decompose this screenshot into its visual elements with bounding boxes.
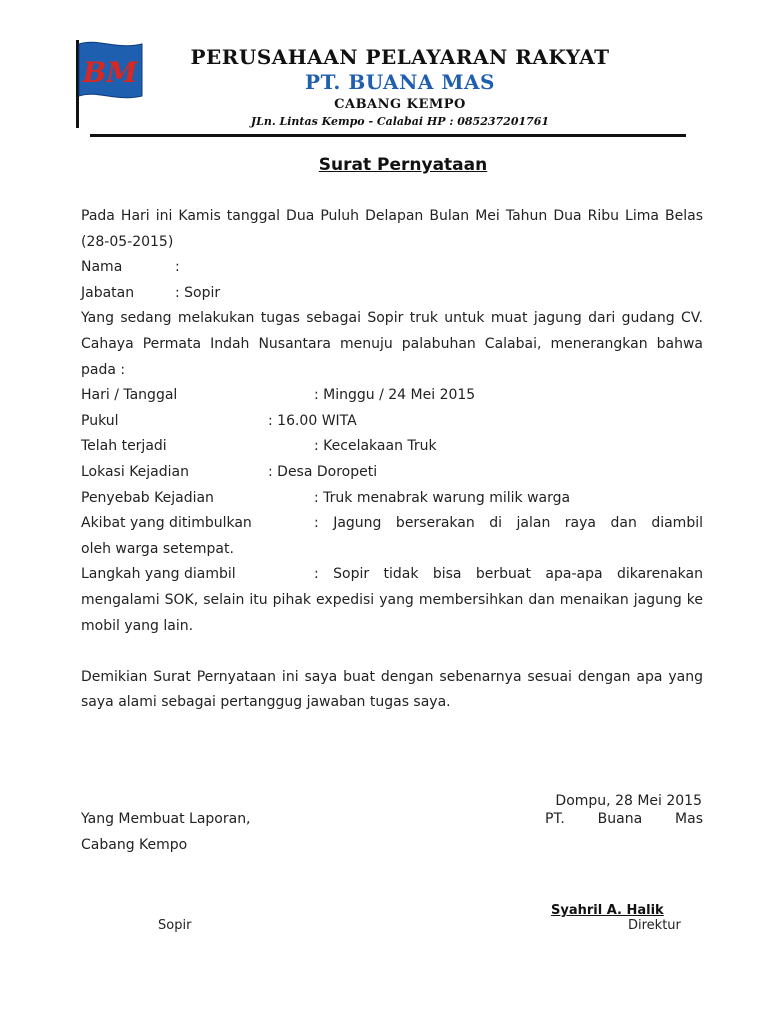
field-row — [81, 281, 703, 307]
header-divider — [90, 134, 686, 137]
detail-value: : 16.00 WITA — [268, 412, 357, 429]
detail-value: : Truk menabrak warung milik warga — [314, 489, 571, 506]
detail-label: Penyebab Kejadian — [81, 489, 214, 506]
company-logo — [72, 38, 150, 130]
detail-row — [81, 511, 703, 537]
detail-label: Akibat yang ditimbulkan — [81, 515, 252, 532]
detail-value: : Sopir tidak bisa berbuat apa-apa dikarenakan — [314, 566, 703, 583]
field-label: Nama — [81, 259, 123, 276]
reporter-branch: Cabang Kempo — [81, 837, 188, 853]
detail-label: Telah terjadi — [81, 438, 167, 455]
company-block — [150, 44, 650, 130]
signer-name: Syahril A. Halik — [551, 903, 664, 918]
signer-role: Direktur — [628, 918, 681, 933]
reporter-role: Sopir — [158, 918, 192, 933]
signer-company-word: Buana — [597, 811, 643, 827]
intro-paragraph: Pada Hari ini Kamis tanggal Dua Puluh Delapan Bulan Mei Tahun Dua Ribu Lima Belas (28-05-2015) — [81, 208, 703, 250]
field-label: Jabatan — [81, 284, 135, 301]
company-address: JLn. Lintas Kempo - Calabai HP : 085237201761 — [250, 115, 550, 128]
detail-value: : Minggu / 24 Mei 2015 — [314, 387, 476, 404]
task-paragraph: Yang sedang melakukan tugas sebagai Sopir truk untuk muat jagung dari gudang CV. Cahaya Permata Indah Nusantara menuju palabuhan Calabai, menerangkan bahwa pada : — [81, 310, 703, 378]
detail-value: : Kecelakaan Truk — [314, 438, 437, 455]
detail-value: : Jagung berserakan di jalan raya dan diambil — [314, 515, 703, 532]
paragraph-gap — [81, 639, 703, 665]
closing-paragraph: Demikian Surat Pernyataan ini saya buat dengan sebenarnya sesuai dengan apa yang saya alami sebagai pertanggug jawaban tugas saya. — [81, 668, 703, 711]
field-row — [81, 255, 703, 281]
company-type: PERUSAHAAN PELAYARAN RAKYAT — [190, 45, 610, 69]
branch-name: CABANG KEMPO — [334, 97, 466, 112]
field-value: : Sopir — [175, 284, 221, 301]
detail-label: Langkah yang diambil — [81, 566, 236, 583]
company-name: PT. BUANA MAS — [305, 70, 495, 94]
detail-label: Lokasi Kejadian — [81, 463, 189, 480]
detail-value: : Desa Doropeti — [268, 463, 378, 480]
detail-row — [81, 562, 703, 588]
signer-company-word: PT. — [545, 811, 565, 827]
detail-row — [81, 486, 703, 512]
reporter-caption: Yang Membuat Laporan, — [81, 811, 251, 827]
detail-row — [81, 383, 703, 409]
signer-company — [545, 811, 703, 827]
detail-row — [81, 409, 703, 435]
detail-label: Hari / Tanggal — [81, 387, 178, 404]
svg-text:BM: BM — [82, 56, 138, 89]
letter-body — [81, 204, 703, 716]
document-title: Surat Pernyataan — [318, 155, 488, 175]
detail-row — [81, 460, 703, 486]
detail-row — [81, 434, 703, 460]
detail-label: Pukul — [81, 412, 119, 429]
signature-date: Dompu, 28 Mei 2015 — [555, 793, 702, 809]
field-value: : — [175, 259, 180, 276]
letterhead — [0, 0, 768, 140]
detail-continuation: oleh warga setempat. — [81, 540, 234, 557]
detail-continuation: mengalami SOK, selain itu pihak expedisi yang membersihkan dan menaikan jagung ke mobil yang lain. — [81, 591, 703, 634]
signer-company-word: Mas — [675, 811, 703, 827]
